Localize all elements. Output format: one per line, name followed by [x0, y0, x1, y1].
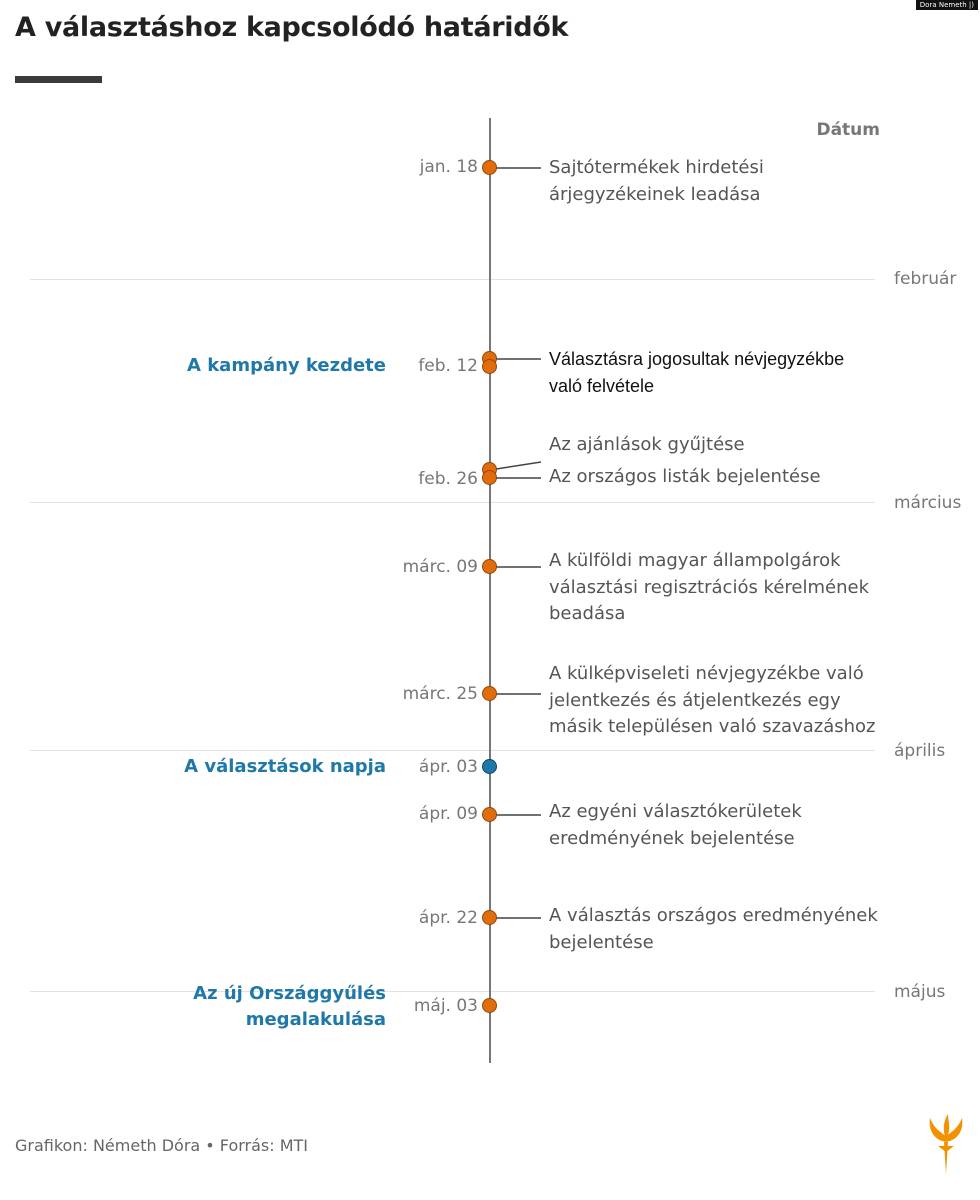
footer-credits: Grafikon: Németh Dóra • Forrás: MTI: [15, 1136, 309, 1155]
torch-logo-icon: [924, 1112, 968, 1176]
event-marker: [482, 359, 497, 374]
phase-label-new-parliament: Az új Országgyűlés megalakulása: [193, 983, 386, 1030]
event-marker: [482, 686, 497, 701]
date-label: ápr. 09: [418, 804, 478, 824]
event-text: Választásra jogosultak névjegyzékbe való felvétele: [549, 349, 845, 396]
month-label-march: március: [894, 493, 962, 513]
event-marker: [482, 160, 497, 175]
event-marker: [482, 910, 497, 925]
date-label: máj. 03: [413, 996, 478, 1016]
phase-label-campaign-start: A kampány kezdete: [187, 355, 386, 376]
event-marker: [482, 998, 497, 1013]
month-label-april: április: [894, 741, 946, 761]
event-text: A külképviseleti névjegyzékbe való jelentkezés és átjelentkezés egy másik településen való szavazáshoz: [549, 663, 876, 737]
event-text: Sajtótermékek hirdetési árjegyzékeinek leadása: [549, 157, 764, 205]
event-text: Az ajánlások gyűjtése: [549, 434, 745, 455]
event-marker: [482, 807, 497, 822]
date-label: ápr. 03: [418, 757, 478, 777]
election-day-marker: [482, 759, 497, 774]
month-label-may: május: [894, 982, 946, 1002]
event-text: A választás országos eredményének bejelentése: [549, 905, 878, 953]
event-marker: [482, 559, 497, 574]
phase-label-election-day: A választások napja: [184, 756, 386, 777]
date-label: feb. 12: [418, 356, 478, 376]
month-label-february: február: [894, 269, 957, 289]
event-text: Az egyéni választókerületek eredményének bejelentése: [549, 801, 802, 849]
event-text: Az országos listák bejelentése: [549, 466, 821, 487]
date-label: márc. 25: [402, 684, 478, 704]
date-label: márc. 09: [402, 557, 478, 577]
event-marker: [482, 470, 497, 485]
event-text: A külföldi magyar állampolgárok választási regisztrációs kérelmének beadása: [549, 550, 870, 624]
credit-tag: Dora Nemeth |): [916, 0, 978, 10]
date-label: ápr. 22: [418, 908, 478, 928]
date-column-header: Dátum: [816, 120, 880, 140]
chart-title: A választáshoz kapcsolódó határidők: [15, 12, 569, 43]
date-label: feb. 26: [418, 469, 478, 489]
date-label: jan. 18: [419, 157, 478, 177]
